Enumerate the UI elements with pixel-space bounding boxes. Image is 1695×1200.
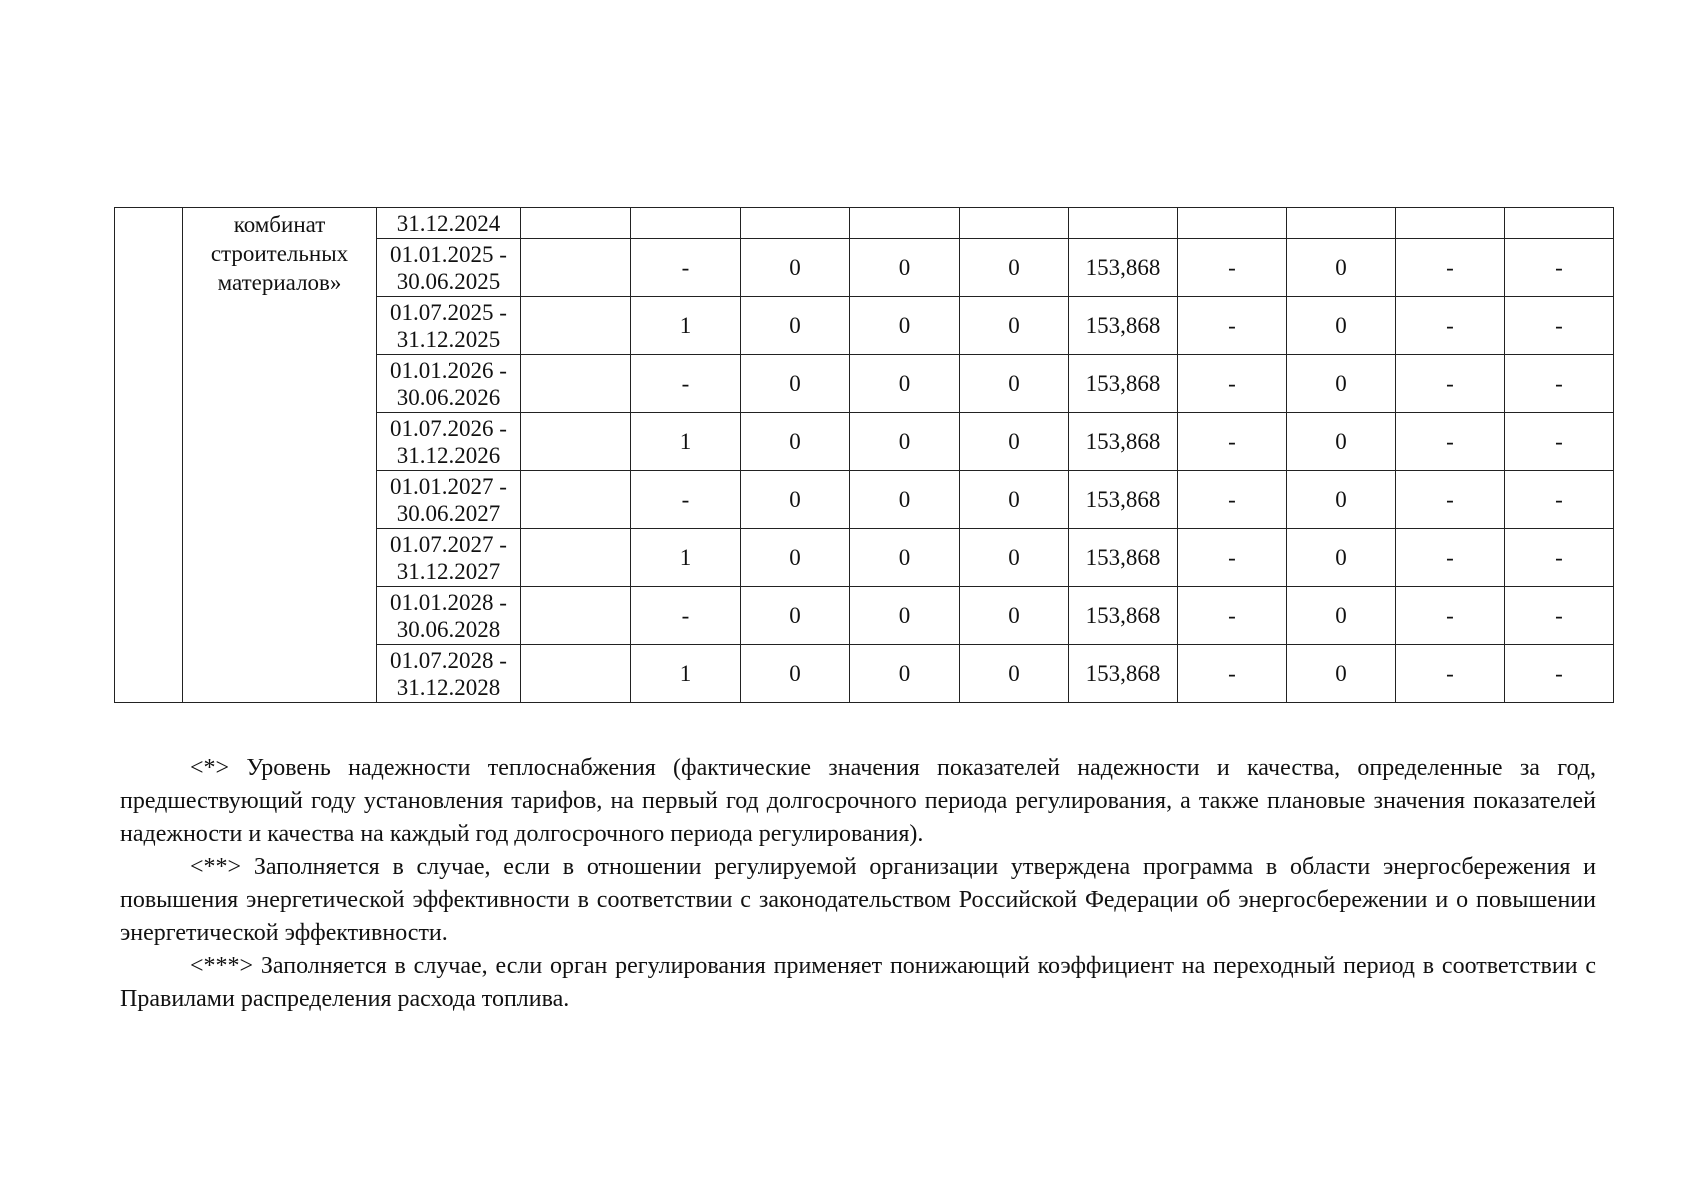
- footnote-energy-saving: <**> Заполняется в случае, если в отношении регулируемой организации утверждена программа в области энергосбережения и повышения энергетической эффективности в соответствии с законодательством Российской Федерации об энергосбережении и о повышении энергетической эффективности.: [120, 854, 1596, 946]
- value-cell: 0: [960, 355, 1069, 413]
- value-cell: -: [1505, 239, 1614, 297]
- value-cell: 0: [1287, 645, 1396, 703]
- value-cell: -: [1505, 413, 1614, 471]
- value-cell: 153,868: [1069, 529, 1178, 587]
- value-cell: [1178, 208, 1287, 239]
- value-cell: [1505, 208, 1614, 239]
- value-cell: -: [1396, 471, 1505, 529]
- value-cell: [521, 413, 631, 471]
- organization-name-cell: [183, 208, 377, 703]
- value-cell: 0: [960, 413, 1069, 471]
- value-cell: [1069, 208, 1178, 239]
- value-cell: -: [1396, 587, 1505, 645]
- footnote-reduction-coefficient: <***> Заполняется в случае, если орган регулирования применяет понижающий коэффициент на переходный период в соответствии с Правилами распределения расхода топлива.: [120, 953, 1596, 1012]
- value-cell: [631, 208, 741, 239]
- value-cell: 0: [850, 239, 960, 297]
- value-cell: 0: [741, 413, 850, 471]
- period-cell: 31.12.2024: [377, 208, 521, 239]
- value-cell: 0: [1287, 239, 1396, 297]
- value-cell: -: [1396, 297, 1505, 355]
- value-cell: -: [631, 587, 741, 645]
- value-cell: 0: [741, 355, 850, 413]
- value-cell: 153,868: [1069, 471, 1178, 529]
- period-cell: 01.01.2025 - 30.06.2025: [377, 239, 521, 297]
- value-cell: 1: [631, 413, 741, 471]
- value-cell: [1287, 208, 1396, 239]
- footnotes: [120, 752, 1596, 1016]
- value-cell: -: [1178, 529, 1287, 587]
- value-cell: -: [1178, 471, 1287, 529]
- value-cell: -: [1505, 645, 1614, 703]
- value-cell: -: [631, 471, 741, 529]
- value-cell: 0: [850, 413, 960, 471]
- value-cell: -: [1505, 529, 1614, 587]
- value-cell: -: [1396, 413, 1505, 471]
- value-cell: 1: [631, 645, 741, 703]
- value-cell: 153,868: [1069, 297, 1178, 355]
- value-cell: [960, 208, 1069, 239]
- value-cell: -: [1178, 587, 1287, 645]
- value-cell: 0: [960, 471, 1069, 529]
- organization-name-line: комбинат: [233, 212, 326, 237]
- organization-name-line: строительных: [210, 241, 349, 266]
- value-cell: -: [1505, 587, 1614, 645]
- value-cell: [521, 239, 631, 297]
- value-cell: 0: [960, 529, 1069, 587]
- value-cell: -: [1396, 645, 1505, 703]
- value-cell: -: [1178, 645, 1287, 703]
- period-cell: 01.01.2027 - 30.06.2027: [377, 471, 521, 529]
- value-cell: 0: [960, 297, 1069, 355]
- value-cell: 0: [960, 645, 1069, 703]
- value-cell: -: [1178, 355, 1287, 413]
- value-cell: 1: [631, 529, 741, 587]
- value-cell: [850, 208, 960, 239]
- value-cell: [521, 208, 631, 239]
- value-cell: 0: [1287, 587, 1396, 645]
- value-cell: -: [631, 239, 741, 297]
- value-cell: [521, 355, 631, 413]
- tariff-table: [114, 207, 1614, 703]
- value-cell: 153,868: [1069, 587, 1178, 645]
- period-cell: 01.01.2026 - 30.06.2026: [377, 355, 521, 413]
- value-cell: [741, 208, 850, 239]
- period-cell: 01.07.2025 - 31.12.2025: [377, 297, 521, 355]
- value-cell: 0: [850, 297, 960, 355]
- period-cell: 01.01.2028 - 30.06.2028: [377, 587, 521, 645]
- value-cell: [1396, 208, 1505, 239]
- period-cell: 01.07.2028 - 31.12.2028: [377, 645, 521, 703]
- table-row: [115, 208, 1614, 239]
- value-cell: 153,868: [1069, 239, 1178, 297]
- value-cell: 0: [1287, 297, 1396, 355]
- value-cell: [521, 471, 631, 529]
- value-cell: 0: [741, 587, 850, 645]
- value-cell: -: [1396, 239, 1505, 297]
- value-cell: [521, 529, 631, 587]
- period-cell: 01.07.2026 - 31.12.2026: [377, 413, 521, 471]
- value-cell: [521, 297, 631, 355]
- value-cell: 0: [850, 529, 960, 587]
- organization-name-line: материалов»: [217, 270, 342, 295]
- value-cell: -: [1178, 413, 1287, 471]
- value-cell: 0: [741, 297, 850, 355]
- value-cell: [521, 645, 631, 703]
- value-cell: 0: [960, 587, 1069, 645]
- value-cell: -: [1178, 239, 1287, 297]
- value-cell: -: [1396, 355, 1505, 413]
- value-cell: -: [631, 355, 741, 413]
- value-cell: 0: [850, 471, 960, 529]
- value-cell: -: [1178, 297, 1287, 355]
- value-cell: 0: [1287, 471, 1396, 529]
- value-cell: 0: [741, 239, 850, 297]
- value-cell: 0: [1287, 529, 1396, 587]
- value-cell: 0: [850, 587, 960, 645]
- value-cell: -: [1505, 471, 1614, 529]
- value-cell: [521, 587, 631, 645]
- value-cell: -: [1396, 529, 1505, 587]
- value-cell: 0: [741, 529, 850, 587]
- value-cell: 0: [741, 471, 850, 529]
- value-cell: 1: [631, 297, 741, 355]
- index-cell: [115, 208, 183, 703]
- value-cell: 0: [850, 645, 960, 703]
- value-cell: 0: [741, 645, 850, 703]
- value-cell: 0: [1287, 355, 1396, 413]
- value-cell: 153,868: [1069, 413, 1178, 471]
- value-cell: 153,868: [1069, 645, 1178, 703]
- footnote-reliability: <*> Уровень надежности теплоснабжения (фактические значения показателей надежности и качества, определенные за год, предшествующий году установления тарифов, на первый год долгосрочного периода регулирования, а также плановые значения показателей надежности и качества на каждый год долгосрочного периода регулирования).: [120, 755, 1596, 847]
- value-cell: 153,868: [1069, 355, 1178, 413]
- value-cell: -: [1505, 355, 1614, 413]
- value-cell: 0: [1287, 413, 1396, 471]
- value-cell: 0: [850, 355, 960, 413]
- period-cell: 01.07.2027 - 31.12.2027: [377, 529, 521, 587]
- value-cell: 0: [960, 239, 1069, 297]
- value-cell: -: [1505, 297, 1614, 355]
